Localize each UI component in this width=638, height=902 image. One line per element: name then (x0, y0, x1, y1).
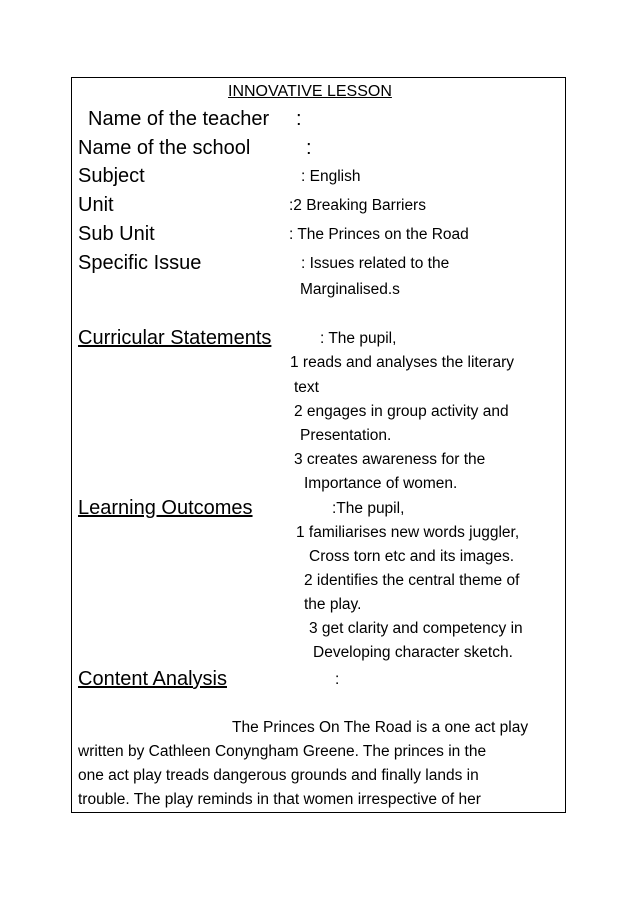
document-frame (71, 77, 566, 813)
outcomes-line: 2 identifies the central theme of (304, 572, 520, 589)
value-specific-issue-line1: : Issues related to the (301, 255, 450, 272)
label-specific-issue: Specific Issue (78, 252, 202, 274)
document-title: INNOVATIVE LESSON (228, 83, 392, 100)
curricular-line: Presentation. (300, 427, 392, 444)
outcomes-line: Developing character sketch. (313, 644, 513, 661)
curricular-line: 3 creates awareness for the (294, 451, 486, 468)
label-school: Name of the school (78, 137, 251, 159)
label-teacher: Name of the teacher (88, 108, 270, 130)
outcomes-line: 3 get clarity and competency in (309, 620, 523, 637)
content-paragraph-line: written by Cathleen Conyngham Greene. The princes in the (78, 743, 487, 760)
curricular-line: 2 engages in group activity and (294, 403, 509, 420)
value-subject: : English (301, 168, 361, 185)
value-specific-issue-line2: Marginalised.s (300, 281, 400, 298)
label-subject: Subject (78, 165, 145, 187)
outcomes-line: 1 familiarises new words juggler, (296, 524, 520, 541)
content-heading: Content Analysis (78, 668, 227, 690)
curricular-line: 1 reads and analyses the literary (290, 354, 515, 371)
content-paragraph-line: one act play treads dangerous grounds and finally lands in (78, 767, 479, 784)
value-teacher: : (296, 108, 302, 130)
label-unit: Unit (78, 194, 114, 216)
value-sub-unit: : The Princes on the Road (289, 226, 469, 243)
curricular-line: Importance of women. (304, 475, 458, 492)
outcomes-heading: Learning Outcomes (78, 497, 253, 519)
outcomes-line: Cross torn etc and its images. (309, 548, 515, 565)
outcomes-line: the play. (304, 596, 362, 613)
content-paragraph-line: The Princes On The Road is a one act play (232, 719, 529, 736)
curricular-line: text (294, 379, 319, 396)
outcomes-intro: :The pupil, (332, 500, 405, 517)
curricular-heading: Curricular Statements (78, 327, 272, 349)
content-colon: : (335, 671, 340, 688)
value-school: : (306, 137, 312, 159)
content-paragraph-line: trouble. The play reminds in that women irrespective of her (78, 791, 481, 808)
value-unit: :2 Breaking Barriers (289, 197, 426, 214)
label-sub-unit: Sub Unit (78, 223, 155, 245)
curricular-intro: : The pupil, (320, 330, 397, 347)
